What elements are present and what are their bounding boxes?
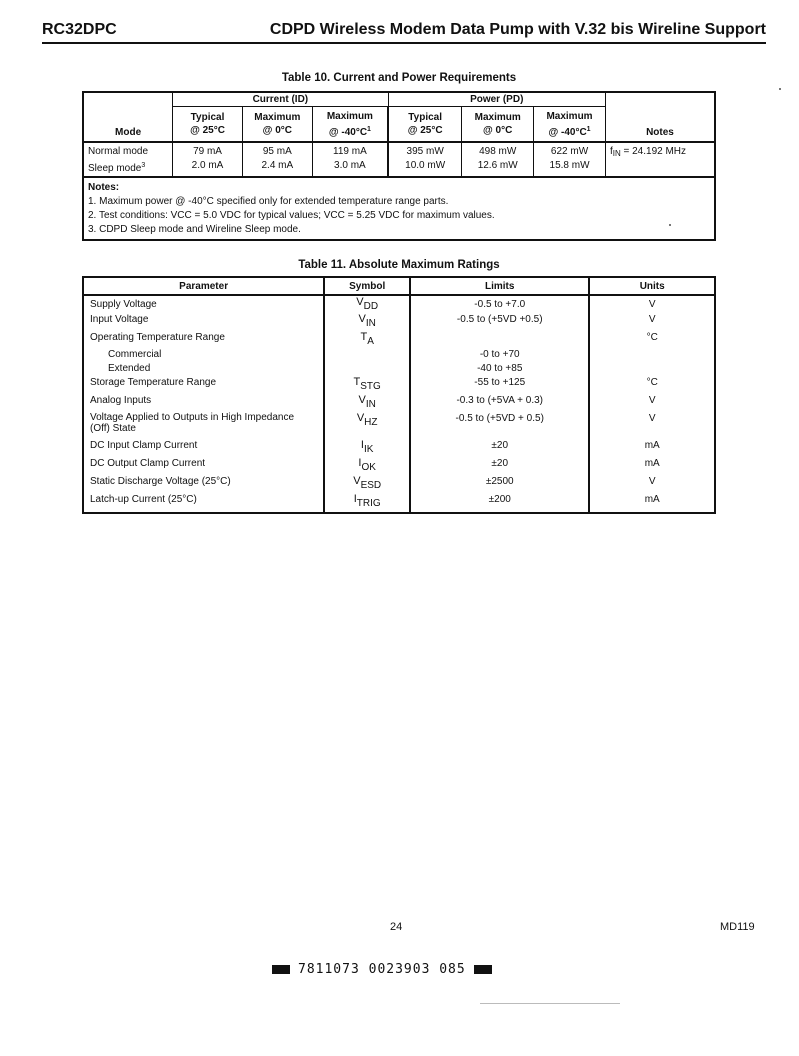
symbol-cell: $I_{TRIG}$ xyxy=(324,493,410,513)
limits-cell: -0.5 to +7.0 xyxy=(410,295,589,313)
table-row xyxy=(83,376,715,394)
limits-cell: -40 to +85 xyxy=(410,362,589,376)
parameter-cell: Latch-up Current (25°C) xyxy=(90,494,197,505)
parameter-cell: Static Discharge Voltage (25°C) xyxy=(90,476,231,487)
table-row xyxy=(83,295,715,313)
notes-cell: $f_{IN} = 24.192$ MHz xyxy=(605,142,715,177)
table-row xyxy=(83,362,715,376)
barcode-text: 7811073 0023903 085 xyxy=(298,961,466,977)
current-max-0c-cell: 95 mA 2.4 mA xyxy=(242,142,312,177)
parameter-cell: Voltage Applied to Outputs in High Impedance (Off) State xyxy=(90,412,295,434)
limits-cell: ±2500 xyxy=(410,475,589,493)
limits-cell: ±20 xyxy=(410,439,589,457)
note-1: 1. Maximum power @ -40°C specified only for extended temperature range parts. xyxy=(88,196,449,207)
barcode-line xyxy=(272,959,522,979)
note-2: 2. Test conditions: VCC = 5.0 VDC for typical values; VCC = 5.25 VDC for maximum values. xyxy=(88,210,495,221)
current-power-table xyxy=(82,91,716,241)
table-row xyxy=(83,475,715,493)
power-typical-cell: 395 mW 10.0 mW xyxy=(388,142,462,177)
units-cell: V xyxy=(589,475,715,493)
units-cell: mA xyxy=(589,439,715,457)
symbol-cell: $V_{DD}$ xyxy=(324,295,410,313)
symbol-cell: $V_{IN}$ xyxy=(324,313,410,331)
limits-cell: ±200 xyxy=(410,493,589,513)
units-cell: V xyxy=(589,412,715,439)
symbol-cell: $T_{STG}$ xyxy=(324,376,410,394)
symbol-cell xyxy=(324,348,410,362)
table10-caption: Table 10. Current and Power Requirements xyxy=(281,72,517,84)
units-header: Units xyxy=(589,277,715,295)
scan-speck xyxy=(779,88,781,90)
absolute-max-ratings-table xyxy=(82,276,716,514)
units-cell: V xyxy=(589,295,715,313)
limits-cell: -0.5 to (+5VD +0.5) xyxy=(410,313,589,331)
symbol-cell xyxy=(324,362,410,376)
table-row xyxy=(83,394,715,412)
note-3: 3. CDPD Sleep mode and Wireline Sleep mode. xyxy=(88,224,301,235)
notes-block xyxy=(83,177,715,240)
page-header xyxy=(42,20,766,44)
parameter-cell: Operating Temperature Range xyxy=(90,332,225,343)
parameter-cell: Analog Inputs xyxy=(90,395,152,406)
table11-caption: Table 11. Absolute Maximum Ratings xyxy=(298,259,500,271)
units-cell xyxy=(589,348,715,362)
power-max-40c-header: Maximum @ $-40^\circ C^1$ xyxy=(534,107,606,143)
symbol-cell: $V_{HZ}$ xyxy=(324,412,410,439)
table-row xyxy=(83,457,715,475)
power-max-0c-cell: 498 mW 12.6 mW xyxy=(462,142,534,177)
table-row xyxy=(83,142,715,177)
current-max-40c-cell: 119 mA 3.0 mA xyxy=(312,142,388,177)
document-title: CDPD Wireless Modem Data Pump with V.32 bis Wireline Support xyxy=(269,21,766,38)
current-typical-header: Typical @ 25°C xyxy=(173,107,243,143)
part-number: RC32DPC xyxy=(42,21,117,38)
power-typical-header: Typical @ 25°C xyxy=(388,107,462,143)
scan-speck xyxy=(669,224,671,226)
barcode-block-left xyxy=(272,965,290,974)
table-row xyxy=(83,412,715,439)
units-cell xyxy=(589,362,715,376)
current-group-header: Current (ID) xyxy=(173,92,388,107)
notes-header: Notes xyxy=(605,92,715,142)
units-cell: V xyxy=(589,394,715,412)
units-cell: mA xyxy=(589,493,715,513)
symbol-header: Symbol xyxy=(324,277,410,295)
parameter-cell: Commercial xyxy=(108,349,162,360)
symbol-cell: $I_{OK}$ xyxy=(324,457,410,475)
power-max-0c-header: Maximum @ 0°C xyxy=(462,107,534,143)
limits-cell: ±20 xyxy=(410,457,589,475)
parameter-cell: DC Output Clamp Current xyxy=(90,458,206,469)
current-max-0c-header: Maximum @ 0°C xyxy=(242,107,312,143)
units-cell: °C xyxy=(589,331,715,348)
parameter-header: Parameter xyxy=(83,277,324,295)
parameter-cell: Storage Temperature Range xyxy=(90,377,217,388)
symbol-cell: $I_{IK}$ xyxy=(324,439,410,457)
limits-cell: -55 to +125 xyxy=(410,376,589,394)
page-number: 24 xyxy=(390,921,403,933)
parameter-cell: Supply Voltage xyxy=(90,299,157,310)
power-max-40c-cell: 622 mW 15.8 mW xyxy=(534,142,606,177)
barcode-block-right xyxy=(474,965,492,974)
table-row xyxy=(83,493,715,513)
limits-cell: -0.5 to (+5VD + 0.5) xyxy=(410,412,589,439)
limits-cell xyxy=(410,331,589,348)
power-group-header: Power (PD) xyxy=(388,92,605,107)
scan-line xyxy=(480,1003,620,1004)
symbol-cell: $T_A$ xyxy=(324,331,410,348)
units-cell: mA xyxy=(589,457,715,475)
table-row xyxy=(83,331,715,348)
current-max-40c-header: Maximum @ $-40^\circ C^1$ xyxy=(312,107,388,143)
symbol-cell: $V_{IN}$ xyxy=(324,394,410,412)
limits-cell: -0.3 to (+5VA + 0.3) xyxy=(410,394,589,412)
units-cell: °C xyxy=(589,376,715,394)
mode-header: Mode xyxy=(83,92,173,142)
parameter-cell: Input Voltage xyxy=(90,314,149,325)
limits-header: Limits xyxy=(410,277,589,295)
symbol-cell: $V_{ESD}$ xyxy=(324,475,410,493)
table-row xyxy=(83,313,715,331)
parameter-cell: DC Input Clamp Current xyxy=(90,440,198,451)
parameter-cell: Extended xyxy=(108,363,151,374)
table-row xyxy=(83,348,715,362)
mode-cell: Normal mode Sleep mode$^3$ xyxy=(83,142,173,177)
current-typical-cell: 79 mA 2.0 mA xyxy=(173,142,243,177)
limits-cell: -0 to +70 xyxy=(410,348,589,362)
units-cell: V xyxy=(589,313,715,331)
notes-title: Notes: xyxy=(88,182,120,193)
document-id: MD119 xyxy=(720,921,755,933)
table-row xyxy=(83,439,715,457)
